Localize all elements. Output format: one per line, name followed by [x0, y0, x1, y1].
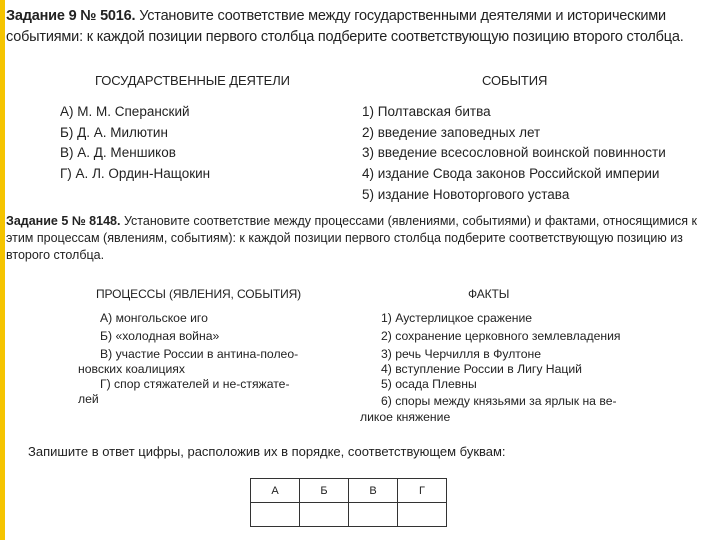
task-5-left-item-a: А) монгольское иго — [100, 311, 208, 325]
task-9-left-item-a: А) М. М. Сперанский — [60, 104, 190, 119]
answer-header-a: А — [251, 479, 300, 503]
answer-cell-g[interactable] — [398, 503, 447, 527]
task-5-right-item-4: 4) вступление России в Лигу Наций — [381, 362, 582, 376]
task-9-left-item-d: Г) А. Л. Ордин-Нащокин — [60, 166, 211, 181]
task-9-left-item-b: Б) Д. А. Милютин — [60, 125, 168, 140]
task-5-left-item-d: Г) спор стяжателей и не-стяжате- — [100, 377, 290, 391]
answer-cell-b[interactable] — [300, 503, 349, 527]
answer-header-g: Г — [398, 479, 447, 503]
task-9-right-item-1: 1) Полтавская битва — [362, 104, 491, 119]
task-5-left-item-c-cont: новских коалициях — [78, 362, 185, 376]
task-5-left-header: ПРОЦЕССЫ (ЯВЛЕНИЯ, СОБЫТИЯ) — [96, 287, 302, 301]
task-5-right-item-1: 1) Аустерлицкое сражение — [381, 311, 533, 325]
task-9-statement — [6, 6, 708, 48]
task-5-left-item-d-cont: лей — [78, 392, 99, 406]
task-9-left-item-c: В) А. Д. Меншиков — [60, 145, 176, 160]
task-5-right-header: ФАКТЫ — [468, 287, 510, 301]
answer-table — [250, 478, 447, 527]
task-5-label: Задание 5 № 8148. — [6, 214, 121, 228]
task-9-label: Задание 9 № 5016. — [6, 8, 136, 24]
task-9-left-header: ГОСУДАРСТВЕННЫЕ ДЕЯТЕЛИ — [95, 73, 290, 88]
task-9-right-item-3: 3) введение всесословной воинской повинности — [362, 145, 666, 160]
task-5-right-item-6-cont: ликое княжение — [360, 410, 451, 424]
answer-cell-a[interactable] — [251, 503, 300, 527]
answer-table-header-row — [251, 479, 447, 503]
task-5-right-item-3: 3) речь Черчилля в Фултоне — [381, 347, 542, 361]
task-5-right-item-2: 2) сохранение церковного землевладения — [381, 329, 621, 343]
task-9-right-header: СОБЫТИЯ — [482, 73, 548, 88]
task-5-right-item-5: 5) осада Плевны — [381, 377, 477, 391]
task-5-left-item-b: Б) «холодная война» — [100, 329, 220, 343]
task-9-right-item-4: 4) издание Свода законов Российской империи — [362, 166, 660, 181]
answer-header-b: Б — [300, 479, 349, 503]
answer-cell-v[interactable] — [349, 503, 398, 527]
answer-table-value-row — [251, 503, 447, 527]
answer-instruction: Запишите в ответ цифры, расположив их в порядке, соответствующем буквам: — [28, 444, 506, 459]
task-9-right-item-5: 5) издание Новоторгового устава — [362, 187, 570, 202]
task-5-statement — [6, 213, 708, 264]
task-5-left-item-c: В) участие России в антина-полео- — [100, 347, 299, 361]
answer-header-v: В — [349, 479, 398, 503]
task-5-text: Установите соответствие между процессами (явлениями, событиями) и фактами, относящимися к этим процессам (явлениям, событиям): к каждой позиции первого столбца подберите соответствующую позицию из второго столбца. — [6, 214, 697, 262]
task-5-right-item-6: 6) споры между князьями за ярлык на ве- — [381, 394, 617, 408]
task-9-text: Установите соответствие между государственными деятелями и историческими событиями: к каждой позиции первого столбца подберите соответствующую позицию второго столбца. — [6, 8, 684, 45]
task-9-right-item-2: 2) введение заповедных лет — [362, 125, 541, 140]
